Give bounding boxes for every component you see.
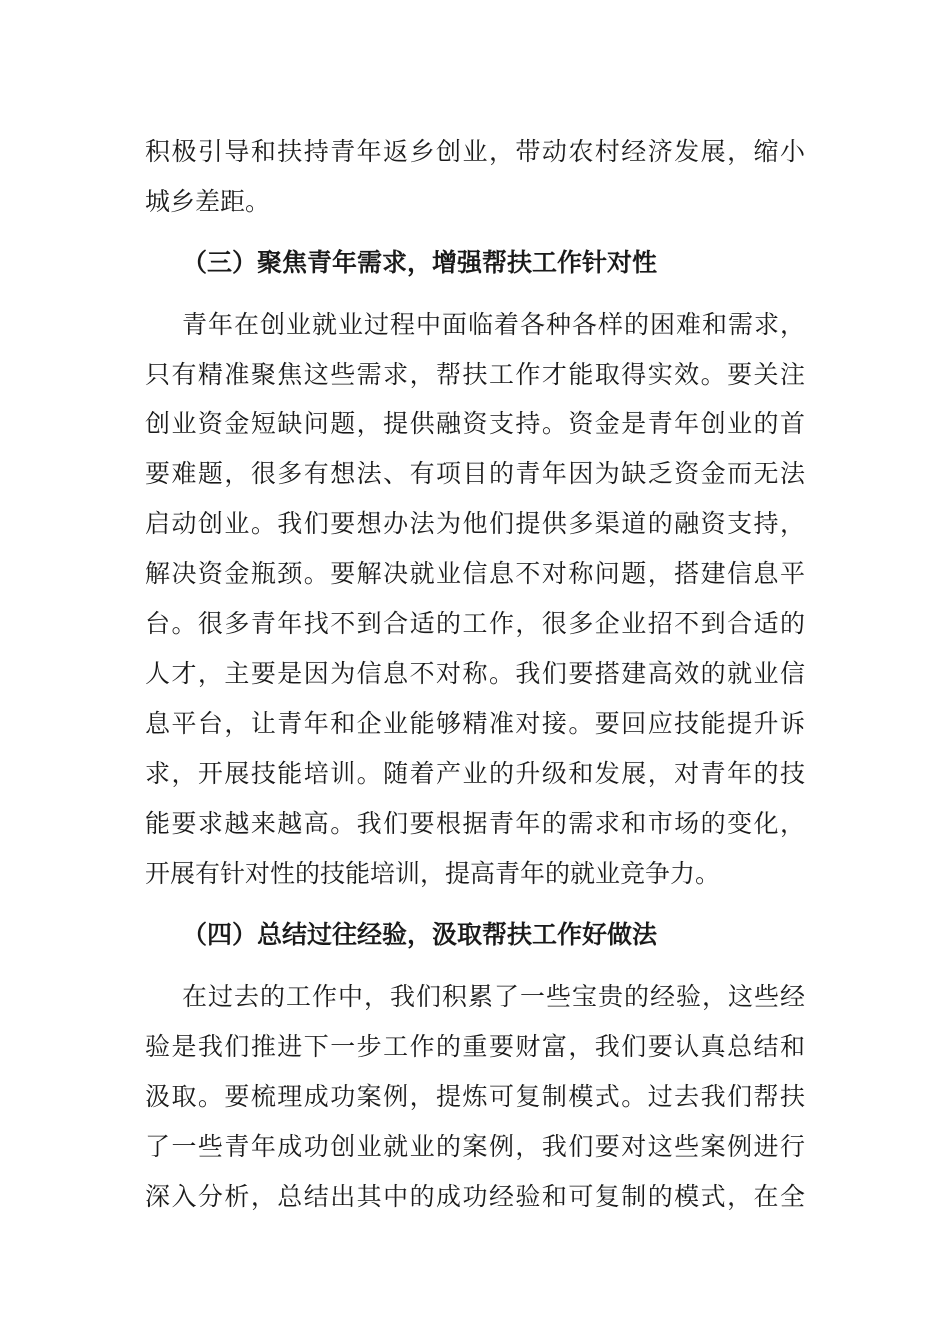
section-heading-3: （三）聚焦青年需求，增强帮扶工作针对性 xyxy=(182,248,658,277)
paragraph-2-line-2: 只有精准聚焦这些需求，帮扶工作才能取得实效。要关注 xyxy=(145,360,805,389)
paragraph-2-line-5: 启动创业。我们要想办法为他们提供多渠道的融资支持， xyxy=(145,509,805,538)
paragraph-2-line-3: 创业资金短缺问题，提供融资支持。资金是青年创业的首 xyxy=(145,409,805,438)
paragraph-2-line-9: 息平台，让青年和企业能够精准对接。要回应技能提升诉 xyxy=(145,709,805,738)
paragraph-2-line-12: 开展有针对性的技能培训，提高青年的就业竞争力。 xyxy=(145,859,721,888)
paragraph-3-line-1: 在过去的工作中，我们积累了一些宝贵的经验，这些经 xyxy=(182,982,805,1011)
paragraph-1-line-1: 积极引导和扶持青年返乡创业，带动农村经济发展，缩小 xyxy=(145,137,805,166)
paragraph-2-line-10: 求，开展技能培训。随着产业的升级和发展，对青年的技 xyxy=(145,759,805,788)
paragraph-1-line-2: 城乡差距。 xyxy=(145,187,271,216)
paragraph-2-line-11: 能要求越来越高。我们要根据青年的需求和市场的变化， xyxy=(145,809,805,838)
paragraph-3-line-4: 了一些青年成功创业就业的案例，我们要对这些案例进行 xyxy=(145,1132,805,1161)
paragraph-2-line-4: 要难题，很多有想法、有项目的青年因为缺乏资金而无法 xyxy=(145,459,805,488)
paragraph-3-line-3: 汲取。要梳理成功案例，提炼可复制模式。过去我们帮扶 xyxy=(145,1082,805,1111)
section-heading-4: （四）总结过往经验，汲取帮扶工作好做法 xyxy=(182,920,658,949)
paragraph-2-line-8: 人才，主要是因为信息不对称。我们要搭建高效的就业信 xyxy=(145,659,805,688)
paragraph-3-line-2: 验是我们推进下一步工作的重要财富，我们要认真总结和 xyxy=(145,1032,805,1061)
paragraph-2-line-1: 青年在创业就业过程中面临着各种各样的困难和需求， xyxy=(182,310,805,339)
paragraph-2-line-7: 台。很多青年找不到合适的工作，很多企业招不到合适的 xyxy=(145,609,805,638)
paragraph-2-line-6: 解决资金瓶颈。要解决就业信息不对称问题，搭建信息平 xyxy=(145,559,805,588)
paragraph-3-line-5: 深入分析，总结出其中的成功经验和可复制的模式，在全 xyxy=(145,1182,805,1211)
